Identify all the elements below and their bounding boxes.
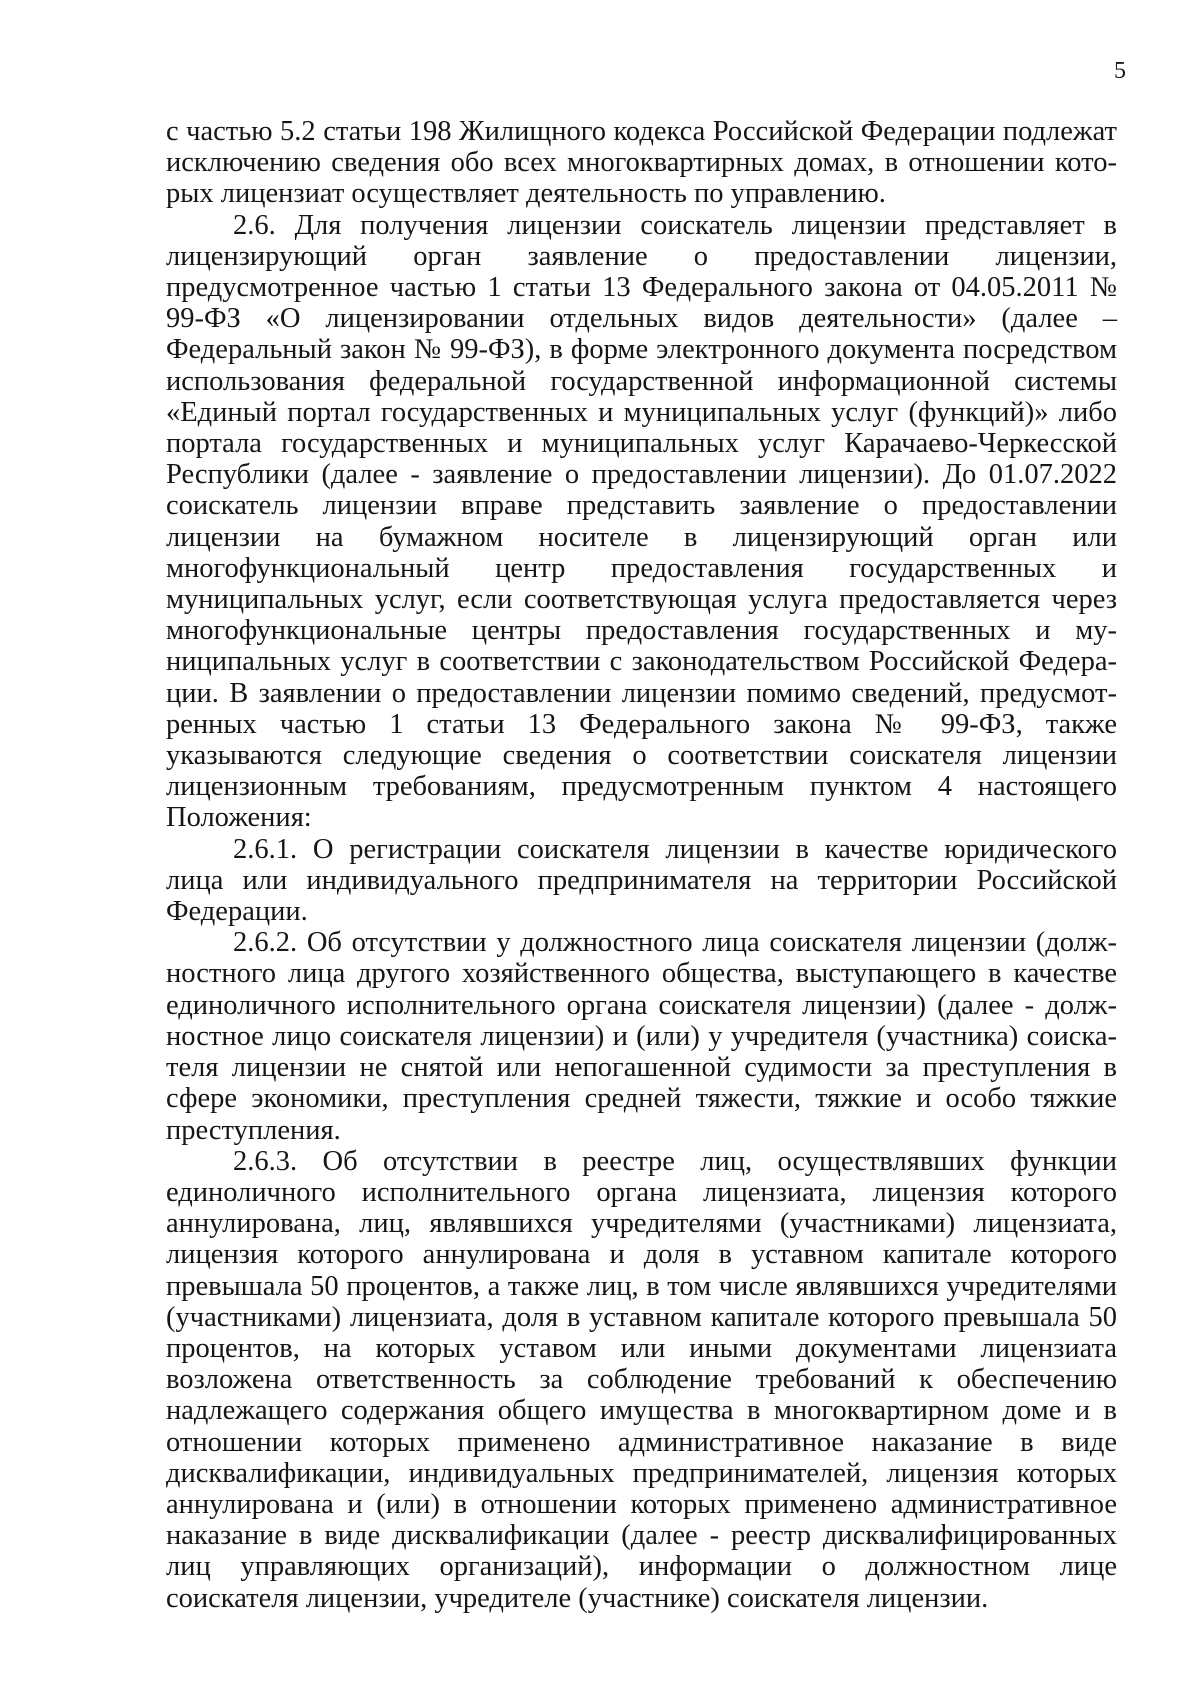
- document-body: [166, 116, 1117, 1614]
- paragraph-2-6-3: 2.6.3. Об отсутствии в реестре лиц, осуществлявших функции единоличного исполнительного органа лицензиата, лицензия которого аннулирована, лиц, являвшихся учредителями (участниками) лицензиата, лицензия которого аннулирована и доля в уставном капитале которого превышала 50 процентов, а также лиц, в том числе являвшихся учредителями (участниками) лицензиата, доля в уставном капитале которого превышала 50 процентов, на которых уставом или иными документами лицензиата возложена ответственность за соблюдение требований к обеспечению надлежащего содержания общего имущества в многоквартирном доме и в отношении которых применено административное наказание в виде дисквалификации, индивидуальных предпринимателей, лицензия которых аннулирована и (или) в отношении которых применено административное наказание в виде дисквалификации (далее - реестр дисквалифицированных лиц управляющих организаций), информации о должностном лице соискателя лицензии, учредителе (участнике) соискателя лицензии.: [166, 1145, 1117, 1614]
- paragraph-2-6-2: 2.6.2. Об отсутствии у должностного лица соискателя лицензии (должностного лица другого хозяйственного общества, выступающего в качестве единоличного исполнительного органа соискателя лицензии) (далее - должностное лицо соискателя лицензии) и (или) у учредителя (участника) соискателя лицензии не снятой или непогашенной судимости за преступления в сфере экономики, преступления средней тяжести, тяжкие и особо тяжкие преступления.: [166, 927, 1117, 1146]
- paragraph-continuation: с частью 5.2 статьи 198 Жилищного кодекса Российской Федерации подлежат исключению сведения обо всех многоквартирных домах, в отношении которых лицензиат осуществляет деятельность по управлению.: [166, 116, 1117, 210]
- paragraph-2-6: 2.6. Для получения лицензии соискатель лицензии представляет в лицензирующий орган заявление о предоставлении лицензии, предусмотренное частью 1 статьи 13 Федерального закона от 04.05.2011 № 99-ФЗ «О лицензировании отдельных видов деятельности» (далее – Федеральный закон № 99-ФЗ), в форме электронного документа посредством использования федеральной государственной информационной системы «Единый портал государственных и муниципальных услуг (функций)» либо портала государственных и муниципальных услуг Карачаево-Черкесской Республики (далее - заявление о предоставлении лицензии). До 01.07.2022 соискатель лицензии вправе представить заявление о предоставлении лицензии на бумажном носителе в лицензирующий орган или многофункциональный центр предоставления государственных и муниципальных услуг, если соответствующая услуга предоставляется через многофункциональные центры предоставления государственных и муниципальных услуг в соответствии с законодательством Российской Федерации. В заявлении о предоставлении лицензии помимо сведений, предусмотренных частью 1 статьи 13 Федерального закона № 99-ФЗ, также указываются следующие сведения о соответствии соискателя лицензии лицензионным требованиям, предусмотренным пунктом 4 настоящего Положения:: [166, 209, 1117, 834]
- paragraph-2-6-1: 2.6.1. О регистрации соискателя лицензии в качестве юридического лица или индивидуального предпринимателя на территории Российской Федерации.: [166, 833, 1117, 928]
- page-number: 5: [1114, 58, 1126, 84]
